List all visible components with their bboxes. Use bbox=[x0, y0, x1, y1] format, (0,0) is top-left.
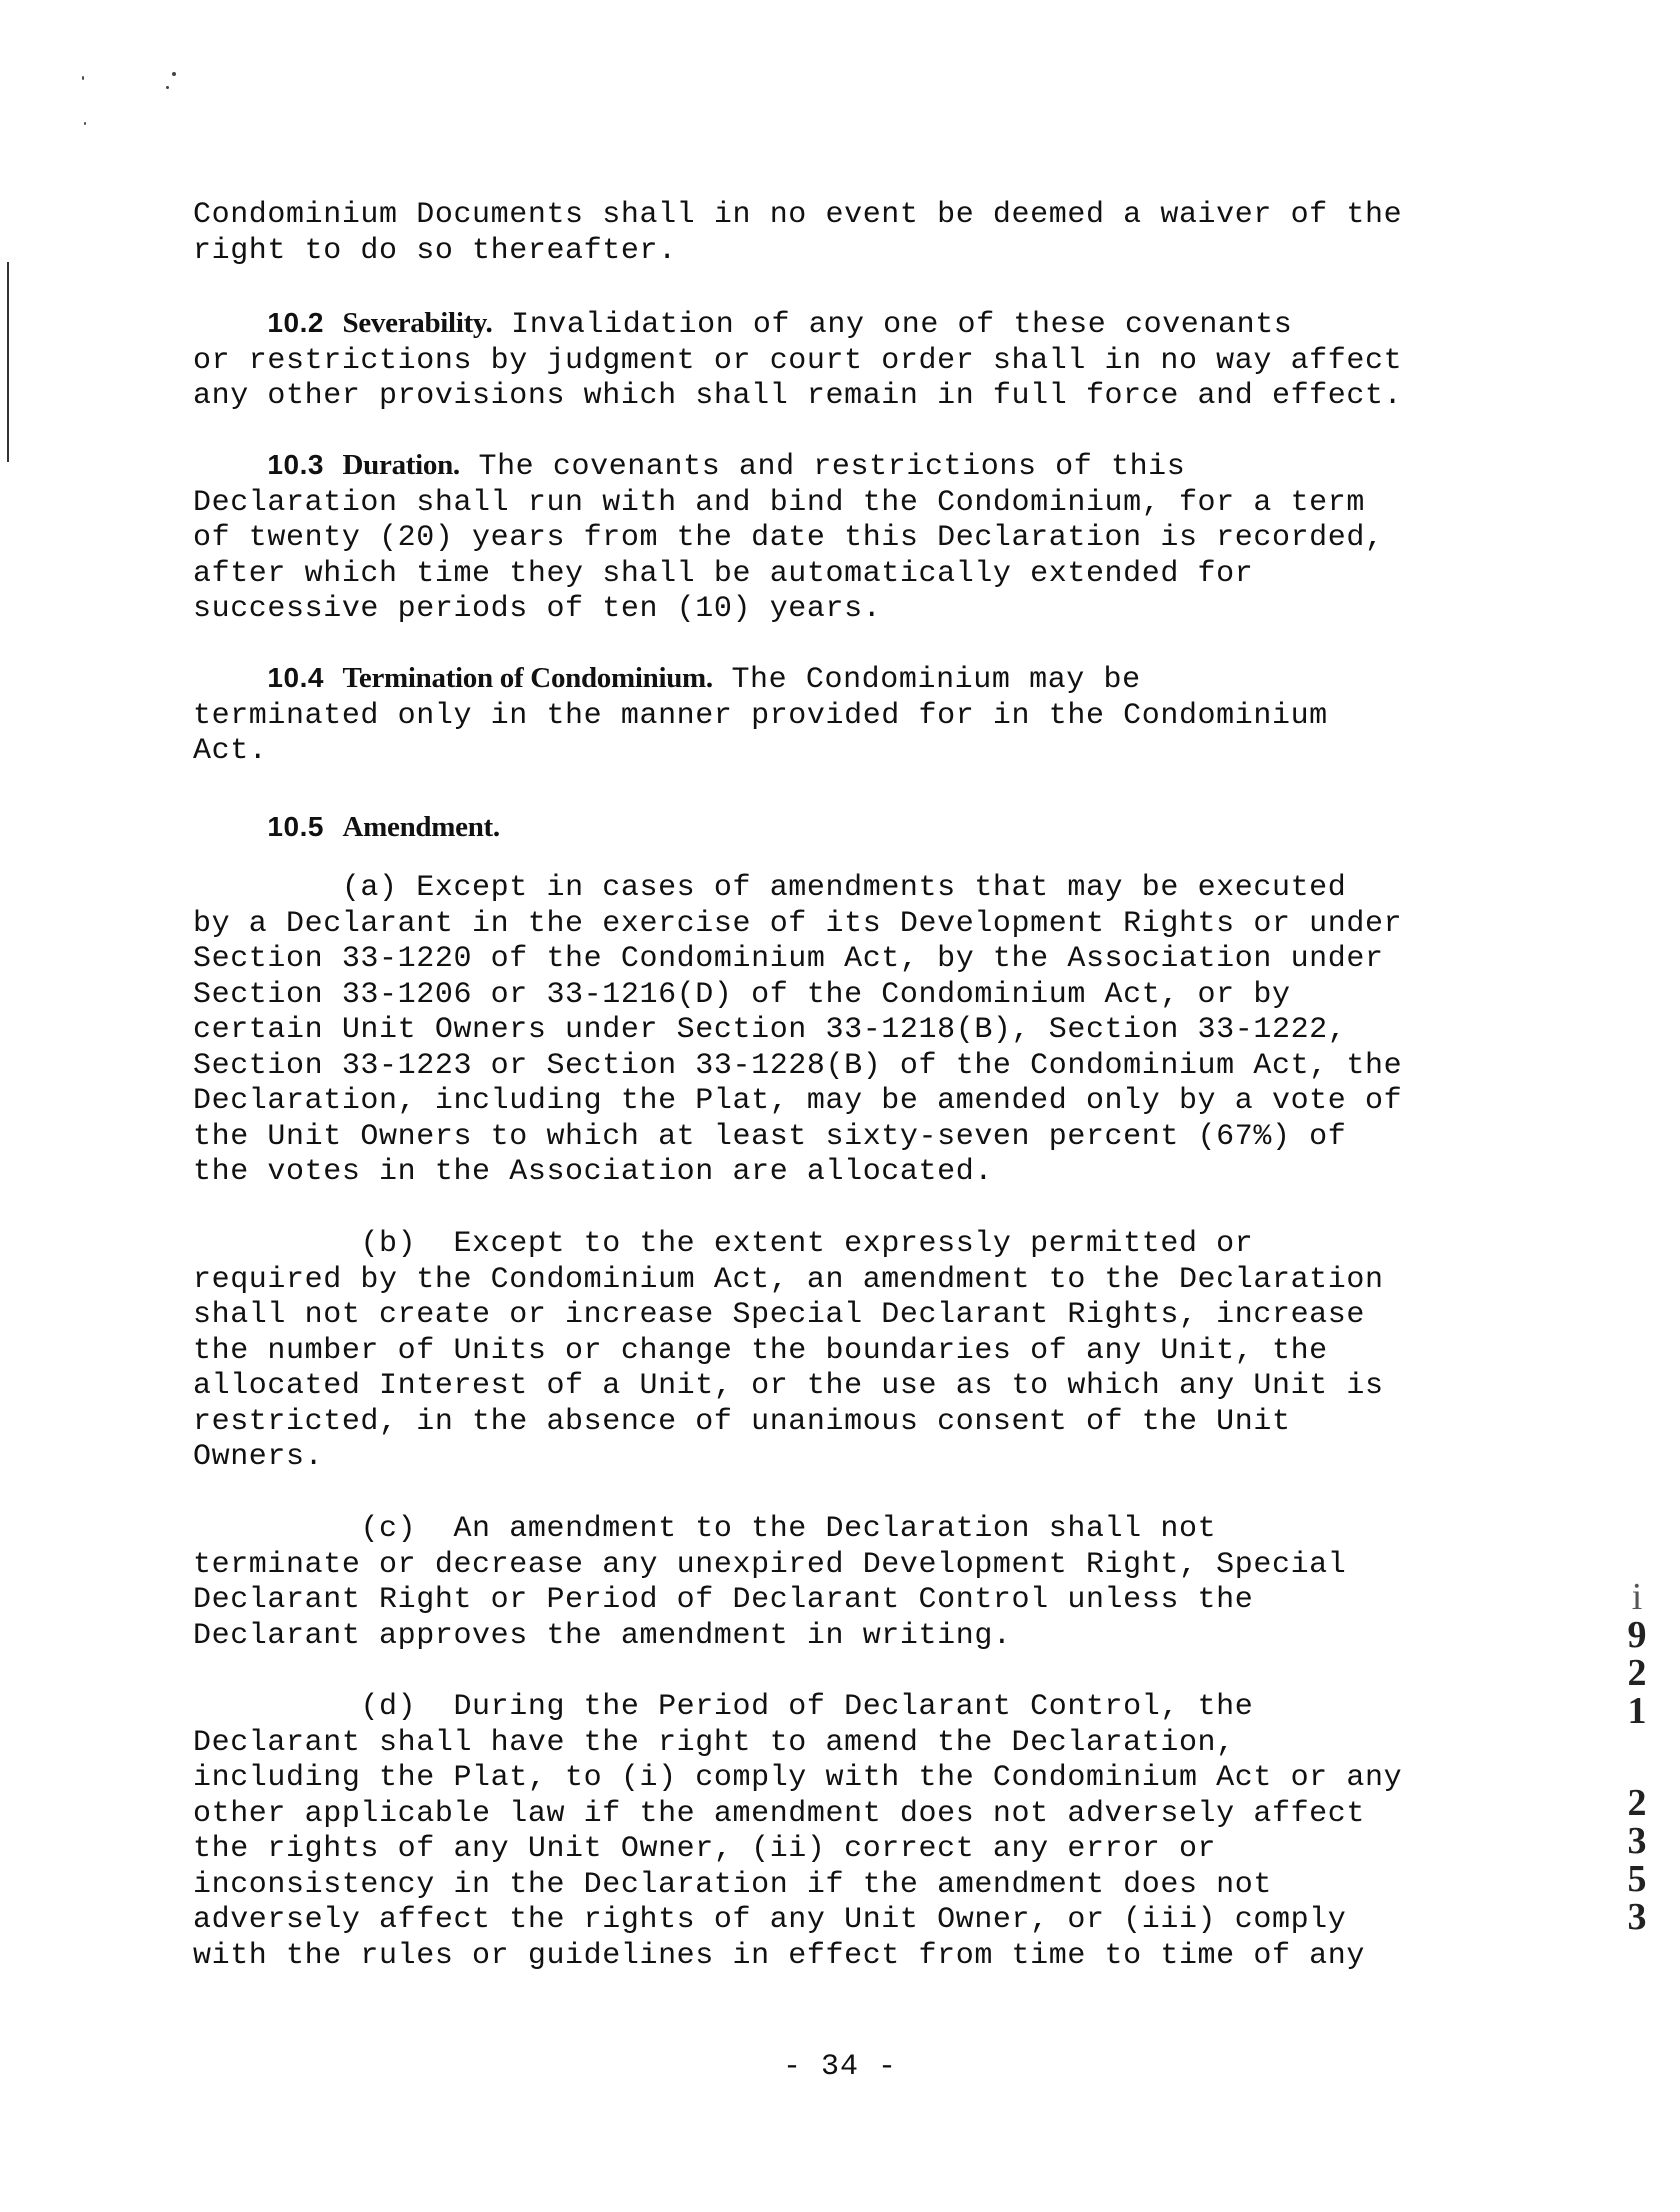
section-number: 10.2 bbox=[267, 307, 324, 338]
scan-speck bbox=[166, 86, 169, 89]
recording-digit: 2 bbox=[1627, 1652, 1647, 1694]
recording-digit: i bbox=[1631, 1576, 1643, 1618]
subsection-body: (b) Except to the extent expressly permitted or required by the Condominium Act, an amendment to the Declaration shall not create or increase Special Declarant Rights, increase the number of Units or change the boundaries of any Unit, the allocated Interest of a Unit, or the use as to which any Unit is restricted, in the absence of unanimous consent of the Unit Owners. bbox=[193, 1227, 1384, 1474]
subsection-a bbox=[193, 871, 1523, 1191]
section-number: 10.3 bbox=[267, 449, 324, 480]
subsection-c bbox=[193, 1512, 1523, 1654]
section-10-3 bbox=[193, 447, 1523, 628]
section-title: Termination of Condominium. bbox=[342, 662, 713, 694]
subsection-b bbox=[193, 1227, 1523, 1476]
recording-digit: 5 bbox=[1627, 1858, 1647, 1900]
section-title: Duration. bbox=[342, 449, 460, 481]
recording-digit: 2 bbox=[1627, 1782, 1647, 1824]
section-number: 10.5 bbox=[267, 811, 324, 842]
scan-margin-line bbox=[7, 262, 9, 462]
section-body: The covenants and restrictions of this Declaration shall run with and bind the Condominium, for a term of twenty (20) years from the date this Declaration is recorded, after which time they shall be automatically extended for successive periods of ten (10) years. bbox=[193, 450, 1384, 626]
section-body: The Condominium may be terminated only in the manner provided for in the Condominium Act. bbox=[193, 663, 1328, 768]
section-title: Severability. bbox=[342, 307, 493, 339]
recording-digit: 3 bbox=[1627, 1896, 1647, 1938]
section-10-5 bbox=[193, 809, 1523, 848]
recording-digit: 3 bbox=[1627, 1820, 1647, 1862]
recording-digit: 1 bbox=[1627, 1690, 1647, 1732]
recording-number-stamp bbox=[1620, 1578, 1654, 1936]
section-number: 10.4 bbox=[267, 662, 324, 693]
section-10-2 bbox=[193, 305, 1523, 415]
subsection-body: (a) Except in cases of amendments that may be executed by a Declarant in the exercise of its Development Rights or under Section 33-1220 of the Condominium Act, by the Association under Section 33-1206 or 33-1216(D) of the Condominium Act, or by certain Unit Owners under Section 33-1218(B), Section 33-1222, Section 33-1223 or Section 33-1228(B) of the Condominium Act, the Declaration, including the Plat, may be amended only by a vote of the Unit Owners to which at least sixty-seven percent (67%) of the votes in the Association are allocated. bbox=[193, 871, 1403, 1189]
section-title: Amendment. bbox=[342, 811, 500, 843]
scan-speck bbox=[172, 72, 176, 76]
subsection-body: (d) During the Period of Declarant Control, the Declarant shall have the right to amend the Declaration, including the Plat, to (i) comply with the Condominium Act or any other applicable law if the amendment does not adversely affect the rights of any Unit Owner, (ii) correct any error or inconsistency in the Declaration if the amendment does not adversely affect the rights of any Unit Owner, or (iii) comply with the rules or guidelines in effect from time to time of any bbox=[193, 1690, 1403, 1973]
subsection-body: (c) An amendment to the Declaration shall not terminate or decrease any unexpired Development Right, Special Declarant Right or Period of Declarant Control unless the Declarant approves the amendment in writing. bbox=[193, 1512, 1347, 1653]
section-10-4 bbox=[193, 660, 1523, 770]
page-number: - 34 - bbox=[782, 2050, 898, 2084]
paragraph-continuation: Condominium Documents shall in no event be deemed a waiver of the right to do so thereafter. bbox=[193, 198, 1403, 268]
recording-digit: 9 bbox=[1627, 1614, 1647, 1656]
subsection-d bbox=[193, 1690, 1523, 1974]
scan-speck bbox=[84, 122, 86, 125]
scan-speck bbox=[82, 76, 84, 80]
section-body: Invalidation of any one of these covenants or restrictions by judgment or court order shall in no way affect any other provisions which shall remain in full force and effect. bbox=[193, 308, 1403, 413]
